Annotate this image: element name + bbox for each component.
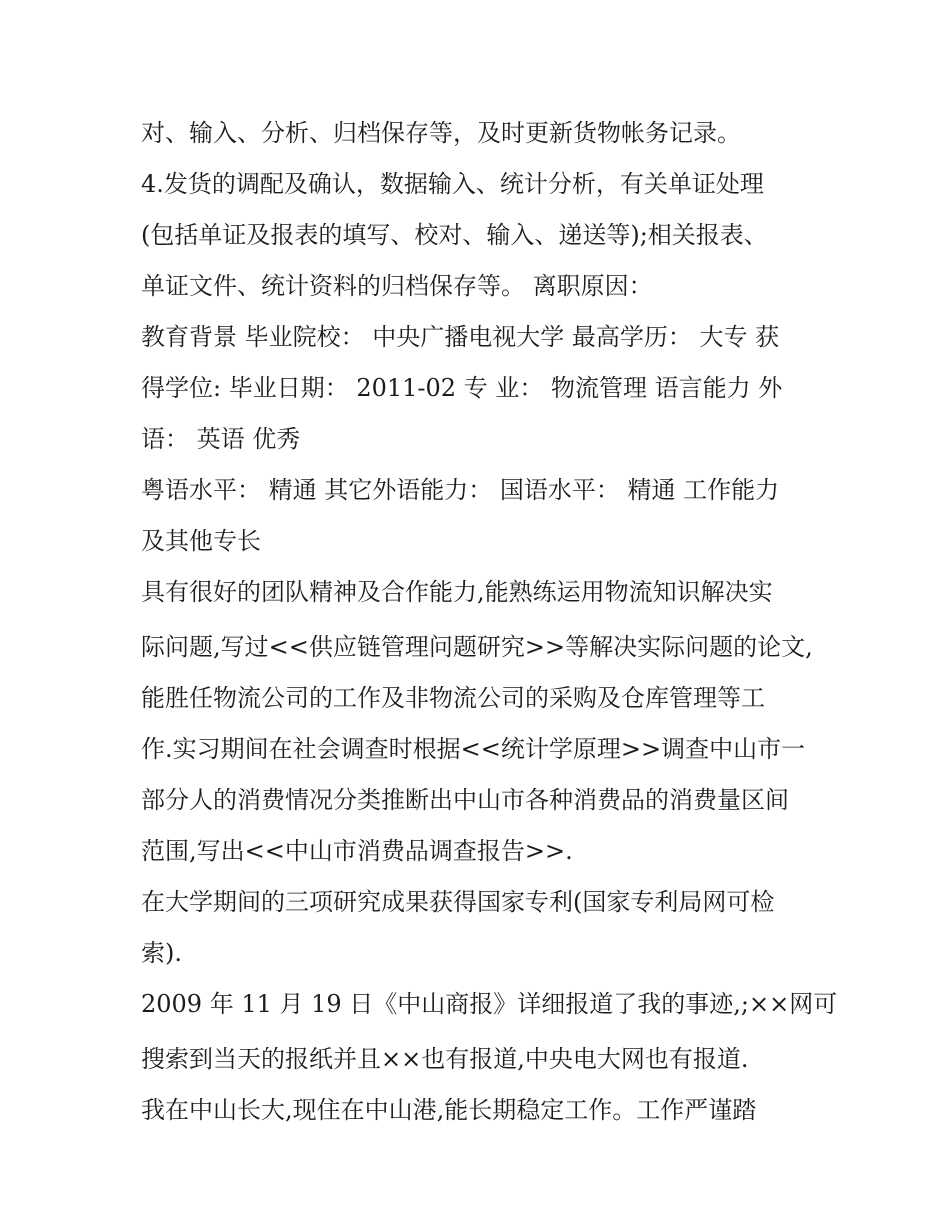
text-line: 粤语水平： 精通 其它外语能力： 国语水平： 精通 工作能力 [141, 476, 780, 504]
text-line: 教育背景 毕业院校： 中央广播电视大学 最高学历： 大专 获 [141, 323, 780, 351]
text-line: 语： 英语 优秀 [141, 425, 301, 453]
text-line: 索). [141, 939, 182, 967]
text-line: (包括单证及报表的填写、校对、输入、递送等);相关报表、 [141, 221, 768, 249]
text-line: 具有很好的团队精神及合作能力,能熟练运用物流知识解决实 [141, 578, 773, 606]
text-line: 部分人的消费情况分类推断出中山市各种消费品的消费量区间 [141, 786, 789, 814]
text-line: 2009 年 11 月 19 日《中山商报》详细报道了我的事迹,;××网可 [141, 990, 838, 1018]
text-line: 能胜任物流公司的工作及非物流公司的采购及仓库管理等工 [141, 684, 765, 712]
text-line: 际问题,写过<<供应链管理问题研究>>等解决实际问题的论文, [141, 633, 813, 661]
document-body [141, 108, 838, 1136]
text-line: 在大学期间的三项研究成果获得国家专利(国家专利局网可检 [141, 888, 775, 916]
text-line: 范围,写出<<中山市消费品调查报告>>. [141, 837, 573, 865]
text-line: 作.实习期间在社会调查时根据<<统计学原理>>调查中山市一 [141, 735, 806, 763]
text-line: 及其他专长 [141, 527, 261, 555]
text-line: 我在中山长大,现住在中山港,能长期稳定工作。工作严谨踏 [141, 1096, 757, 1124]
text-line: 得学位: 毕业日期： 2011-02 专 业： 物流管理 语言能力 外 [141, 374, 783, 402]
text-line: 对、输入、分析、归档保存等，及时更新货物帐务记录。 [141, 119, 741, 147]
text-line: 搜索到当天的报纸并且××也有报道,中央电大网也有报道. [141, 1045, 749, 1073]
text-line: 单证文件、统计资料的归档保存等。 离职原因： [141, 272, 653, 300]
text-line: 4.发货的调配及确认，数据输入、统计分析，有关单证处理 [141, 170, 764, 198]
